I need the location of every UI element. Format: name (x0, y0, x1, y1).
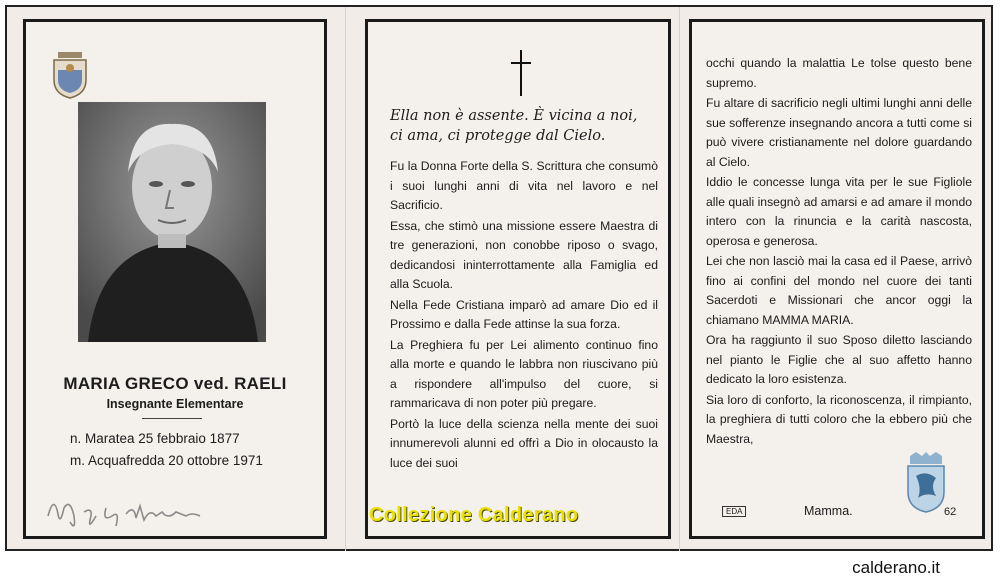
eulogy-text (706, 54, 972, 450)
fold-line (679, 7, 680, 551)
deceased-name: MARIA GRECO ved. RAELI (63, 374, 287, 393)
text-panel-middle (365, 19, 671, 539)
cross-icon (509, 50, 533, 96)
town-crest-icon (50, 50, 90, 100)
handwritten-signature (40, 486, 210, 536)
printer-mark: EDA (722, 506, 746, 517)
fold-line (345, 7, 346, 551)
memorial-card (5, 5, 993, 551)
eulogy-paragraph: Portò la luce della scienza nella mente dei suoi innumerevoli alunni ed offrì a Dio in olocausto la luce dei suoi (390, 416, 658, 470)
portrait-panel (23, 19, 327, 539)
eulogy-paragraph: Nella Fede Cristiana imparò ad amare Dio ed il Prossimo e dalla Fede attinse la sua forza. (390, 297, 658, 331)
eulogy-paragraph: La Preghiera fu per Lei alimento continuo fino alla morte e quando le labbra non riuscivano più a rispondere all'impulso del cuore, si rammaricava di non poter più pregare. (390, 337, 658, 410)
eulogy-paragraph: Iddio le concesse lunga vita per le sue Figliole alle quali insegnò ad amarsi e ad amare il mondo intero con la rinuncia e la carità nascosta, operosa e generosa. (706, 175, 972, 248)
site-url[interactable]: calderano.it (852, 558, 940, 577)
life-dates (70, 428, 310, 472)
epigraph (390, 106, 660, 146)
portrait-photo (78, 102, 266, 342)
profession: Insegnante Elementare (106, 397, 244, 411)
footer-bar (0, 555, 1000, 582)
eulogy-paragraph: Lei che non lasciò mai la casa ed il Paese, arrivò fino ai confini del mondo nel cuore dei tanti Sacerdoti e Missionari che ancor oggi la chiamano MAMMA MARIA. (706, 254, 972, 327)
collection-watermark: Collezione Calderano (369, 504, 579, 526)
eulogy-paragraph: Ora ha raggiunto il suo Sposo diletto lasciando nel pianto le Figlie che al suo affetto hanno dedicato la loro esistenza. (706, 333, 972, 386)
eulogy-paragraph: occhi quando la malattia Le tolse questo bene supremo. (706, 56, 972, 90)
divider (142, 418, 202, 419)
birth-date: n. Maratea 25 febbraio 1877 (70, 431, 240, 446)
closing-word: Mamma. (804, 504, 853, 518)
epigraph-line: Ella non è assente. È vicina a noi, (390, 108, 638, 124)
death-date: m. Acquafredda 20 ottobre 1971 (70, 453, 263, 468)
print-code: 62 (944, 506, 957, 518)
eulogy-paragraph: Essa, che stimò una missione essere Maestra di tre generazioni, non conobbe riposo o svago, dedicandosi ininterrottamente alla Famiglia ed alla Scuola. (390, 218, 658, 291)
coat-of-arms-icon (906, 452, 946, 514)
eulogy-paragraph: Sia loro di conforto, la riconoscenza, il rimpianto, la preghiera di tutti coloro che la ebbero più che Maestra, (706, 392, 972, 446)
epigraph-line: ci ama, ci protegge dal Cielo. (390, 128, 606, 144)
eulogy-paragraph: Fu la Donna Forte della S. Scrittura che consumò i suoi lunghi anni di vita nel lavoro e nel Sacrificio. (390, 159, 658, 212)
eulogy-text (390, 157, 658, 474)
eulogy-paragraph: Fu altare di sacrificio negli ultimi lunghi anni delle sue sofferenze insegnando ancora a tutti come si può vivere cristianamente nel dolore guardando al Cielo. (706, 96, 972, 169)
